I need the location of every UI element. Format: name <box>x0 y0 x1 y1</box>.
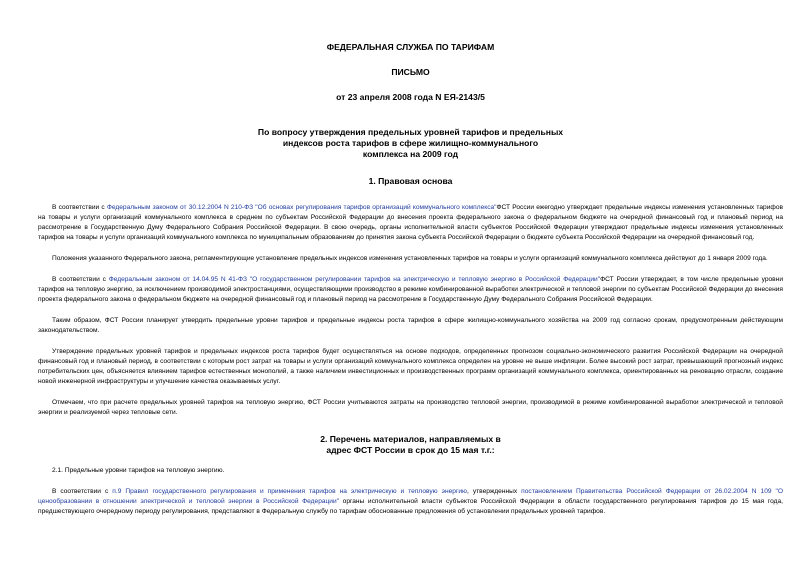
paragraph: 2.1. Предельные уровни тарифов на тепловую энергию. <box>52 467 225 474</box>
paragraph: Отмечаем, что при расчете предельных уровней тарифов на тепловую энергию, ФСТ России учитываются затраты на производство тепловой энергии, производимой в режиме комбинированной выработки электрической и тепловой энергии и реализуемой через тепловые сети. <box>38 399 783 416</box>
section-heading-line: адрес ФСТ России в срок до 15 мая т.г.: <box>326 445 495 455</box>
document-date-number: от 23 апреля 2008 года N ЕЯ-2143/5 <box>336 92 485 102</box>
resolution-link-109[interactable]: постановлением Правительства Российской Федерации от 26.02.2004 N 109 "О ценообразовании в отношении электрической и тепловой энергии в Российской Федерации" <box>38 488 784 505</box>
rules-link-p9[interactable]: п.9 Правил государственного регулирования и применения тарифов на электрическую и тепловую энергию <box>112 488 467 495</box>
paragraph <box>38 203 783 243</box>
paragraph-text: органы исполнительной власти субъектов Российской Федерации в области государственного регулирования тарифов до 15 мая года, предшествующего очередному периоду регулирования, представляют в Федеральную службу по тарифам обоснованные предложения об установлении предельных уровней тарифов. <box>38 498 783 515</box>
paragraph: Утверждение предельных уровней тарифов и предельных индексов роста тарифов будет осуществляться на основе подходов, определенных прогнозом социально-экономического развития Российской Федерации на очередной финансовый год и плановый период, в соответствии с которым рост затрат на товары и услуги организаций коммунального комплекса определен на уровне не выше инфляции. Более высокий рост затрат, превышающий прогнозный индекс потребительских цен, объясняется влиянием тарифов естественных монополий, а также наличием инвестиционных и производственных программ организаций коммунального комплекса, ориентированных на реновацию отрасли, создание новой инженерной инфраструктуры и улучшение качества оказываемых услуг. <box>38 348 783 385</box>
paragraph-text: В соответствии с <box>52 204 107 211</box>
section-heading-legal-basis: 1. Правовая основа <box>368 176 453 186</box>
paragraph-text: В соответствии с <box>52 488 113 495</box>
law-link-41fz[interactable]: Федеральным законом от 14.04.95 N 41-ФЗ "О государственном регулировании тарифов на электрическую и тепловую энергию в Российской Федерации" <box>108 276 601 283</box>
paragraph: Положения указанного Федерального закона, регламентирующие установление предельных индексов изменения установленных тарифов на товары и услуги организаций коммунального комплекса действуют до 1 января 2009 года. <box>52 255 768 262</box>
paragraph-text: ФСТ России ежегодно утверждает предельные индексы изменения установленных тарифов на товары и услуги организаций коммунального комплекса в среднем по субъектам Российской Федерации до внесения проекта федерального закона о федеральном бюджете на очередной финансовый год и плановый период на рассмотрение в Государственную Думу Федерального Собрания Российской Федерации. В свою очередь, органы исполнительной власти субъектов Российской Федерации утверждают предельные индексы изменения установленных тарифов на товары и услуги организаций коммунального комплекса по муниципальным образованиям до принятия закона субъекта Российской Федерации о бюджете субъекта Российской Федерации на очередной финансовый год. <box>38 204 783 241</box>
section-heading-materials <box>38 434 783 456</box>
paragraph <box>38 487 783 517</box>
title-line: комплекса на 2009 год <box>362 149 459 159</box>
law-link-210fz[interactable]: Федеральным законом от 30.12.2004 N 210-ФЗ "Об основах регулирования тарифов организаций коммунального комплекса" <box>106 204 497 211</box>
paragraph <box>38 275 783 305</box>
paragraph-text: , утвержденных <box>466 488 522 495</box>
paragraph: Таким образом, ФСТ России планирует утвердить предельные уровни тарифов и предельные индексы роста тарифов в сфере жилищно-коммунального хозяйства на 2009 год согласно срокам, предусмотренным действующим законодательством. <box>38 317 783 334</box>
section-heading-line: 2. Перечень материалов, направляемых в <box>320 434 501 444</box>
document-title <box>38 127 783 160</box>
title-line: По вопросу утверждения предельных уровней тарифов и предельных <box>257 127 564 137</box>
document-type: ПИСЬМО <box>391 67 430 77</box>
paragraph-text: В соответствии с <box>52 276 109 283</box>
paragraph-text: ФСТ России утверждает, в том числе предельные уровни тарифов на тепловую энергию, за исключением производимой электростанциями, осуществляющими производство в режиме комбинированной выработки электрической и тепловой энергии по субъектам Российской Федерации до внесения проекта федерального закона о федеральном бюджете на очередной финансовый год и плановый период на рассмотрение в Государственную Думу Федерального Собрания Российской Федерации. <box>38 276 783 303</box>
agency-name: ФЕДЕРАЛЬНАЯ СЛУЖБА ПО ТАРИФАМ <box>326 42 495 52</box>
title-line: индексов роста тарифов в сфере жилищно-коммунального <box>282 138 539 148</box>
